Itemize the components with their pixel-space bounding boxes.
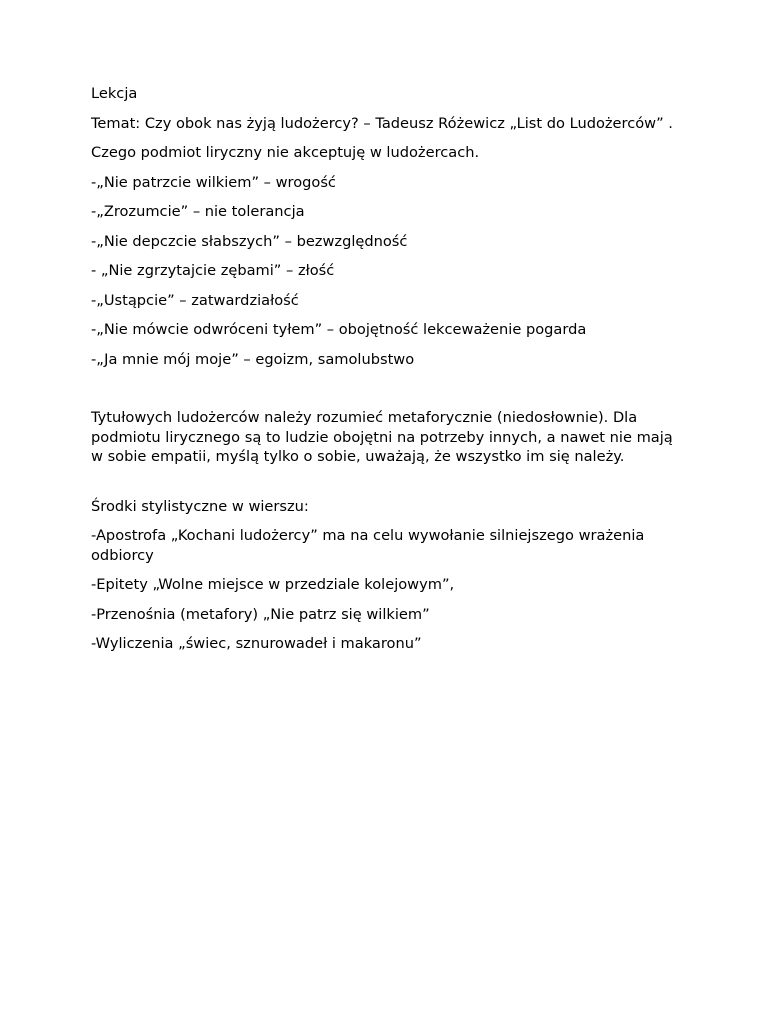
list-item: -„Zrozumcie” – nie tolerancja bbox=[91, 203, 305, 220]
list-item: - „Nie zgrzytajcie zębami” – złość bbox=[91, 262, 335, 279]
devices-heading: Środki stylistyczne w wierszu: bbox=[91, 497, 309, 515]
list-item: -„Nie patrzcie wilkiem” – wrogość bbox=[91, 173, 336, 191]
blank-line bbox=[91, 379, 681, 408]
list-item: -„Ustąpcie” – zatwardziałość bbox=[91, 291, 299, 309]
document-body bbox=[91, 84, 681, 664]
device-item: -Epitety „Wolne miejsce w przedziale kolejowym”, bbox=[91, 576, 455, 593]
lesson-topic: Temat: Czy obok nas żyją ludożercy? – Tadeusz Różewicz „List do Ludożerców” . bbox=[91, 114, 673, 132]
lesson-question: Czego podmiot liryczny nie akceptuję w ludożercach. bbox=[91, 144, 480, 161]
list-item: -„Nie mówcie odwróceni tyłem” – obojętność lekceważenie pogarda bbox=[91, 321, 587, 338]
blank-line bbox=[91, 477, 681, 497]
device-item: -Apostrofa „Kochani ludożercy” ma na celu wywołanie silniejszego wrażenia odbiorcy bbox=[91, 527, 645, 564]
lesson-heading: Lekcja bbox=[91, 85, 138, 102]
list-item: -„Nie depczcie słabszych” – bezwzględność bbox=[91, 232, 408, 250]
list-item: -„Ja mnie mój moje” – egoizm, samolubstwo bbox=[91, 350, 415, 368]
device-item: -Wyliczenia „świec, sznurowadeł i makaronu” bbox=[91, 635, 422, 652]
device-item: -Przenośnia (metafory) „Nie patrz się wilkiem” bbox=[91, 605, 430, 623]
interpretation-paragraph: Tytułowych ludożerców należy rozumieć metaforycznie (niedosłownie). Dla podmiotu lirycznego są to ludzie obojętni na potrzeby innych, a nawet nie mają w sobie empatii, myślą tylko o sobie, uważają, że wszystko im się należy. bbox=[91, 409, 673, 465]
